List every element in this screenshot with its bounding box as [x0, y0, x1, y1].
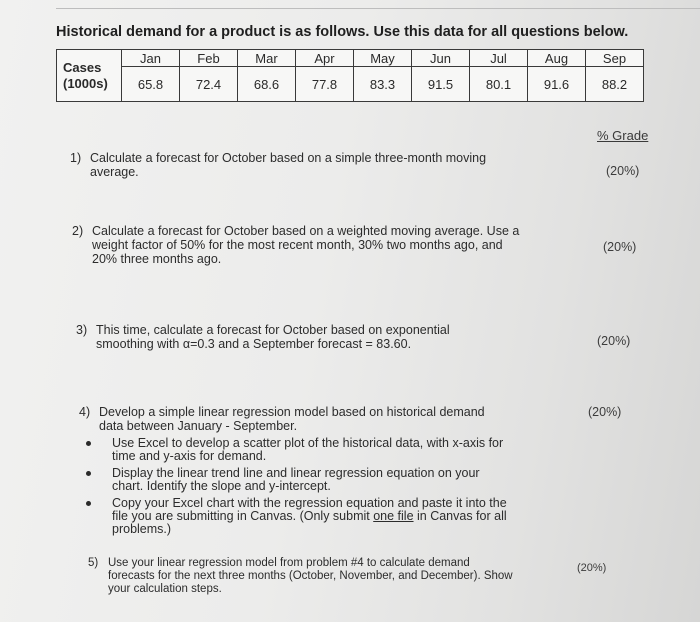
question-2-grade: (20%) [603, 240, 637, 254]
month-header-row [57, 50, 644, 67]
month-cell: May [354, 50, 412, 67]
question-5 [88, 557, 518, 596]
question-4 [79, 405, 509, 540]
bullet-text-underlined: one file [373, 509, 414, 523]
value-cell: 65.8 [122, 67, 180, 102]
question-text: Use your linear regression model from problem #4 to calculate demand forecasts for the next three months (October, November, and December). Show your calculation steps. [108, 557, 513, 595]
page-rule [56, 8, 700, 9]
page-heading: Historical demand for a product is as follows. Use this data for all questions below. [56, 24, 629, 40]
month-cell: Feb [180, 50, 238, 67]
month-cell: Apr [296, 50, 354, 67]
question-text: Calculate a forecast for October based on a simple three-month moving average. [90, 151, 487, 179]
month-cell: Jan [122, 50, 180, 67]
bullet-dot [86, 471, 91, 476]
bullet-text: Display the linear trend line and linear regression equation on your chart. Identify the slope and y-intercept. [112, 466, 480, 493]
month-cell: Sep [586, 50, 644, 67]
question-3 [76, 323, 496, 351]
bullet-item [112, 497, 509, 536]
question-number: 2) [72, 224, 84, 238]
question-3-grade: (20%) [597, 334, 631, 348]
bullet-item [112, 467, 509, 493]
value-cell: 91.6 [528, 67, 586, 102]
value-row [57, 67, 644, 102]
question-5-grade: (20%) [577, 562, 607, 574]
row-label-line2: (1000s) [63, 75, 108, 91]
question-1-grade: (20%) [606, 164, 640, 178]
bullet-text: Copy your Excel chart with the regression equation and paste it into the file you are submitting in Canvas. (Only submit [112, 496, 507, 523]
question-4-bullets [79, 437, 509, 536]
question-text: This time, calculate a forecast for October based on exponential smoothing with α=0.3 and a September forecast = 83.60. [96, 323, 450, 351]
question-number: 3) [76, 323, 88, 337]
month-cell: Jun [412, 50, 470, 67]
row-label-line1: Cases [63, 59, 102, 75]
question-number: 1) [70, 151, 82, 165]
value-cell: 72.4 [180, 67, 238, 102]
row-label [57, 50, 122, 102]
value-cell: 77.8 [296, 67, 354, 102]
grade-column-header: % Grade [597, 128, 649, 143]
bullet-text: in Canvas for all problems.) [112, 509, 507, 536]
value-cell: 88.2 [586, 67, 644, 102]
month-cell: Mar [238, 50, 296, 67]
month-cell: Aug [528, 50, 586, 67]
bullet-dot [86, 441, 91, 446]
question-4-grade: (20%) [588, 405, 622, 419]
question-text: Calculate a forecast for October based on a weighted moving average. Use a weight factor of 50% for the most recent month, 30% two months ago, and 20% three months ago. [92, 224, 520, 266]
bullet-item [112, 437, 509, 463]
value-cell: 68.6 [238, 67, 296, 102]
demand-table [56, 49, 644, 102]
question-2 [72, 224, 527, 266]
bullet-dot [86, 501, 91, 506]
value-cell: 83.3 [354, 67, 412, 102]
value-cell: 91.5 [412, 67, 470, 102]
question-number: 5) [88, 557, 99, 569]
question-number: 4) [79, 405, 91, 419]
question-text: Develop a simple linear regression model based on historical demand data between January - September. [99, 405, 485, 433]
bullet-text: Use Excel to develop a scatter plot of the historical data, with x-axis for time and y-axis for demand. [112, 436, 504, 463]
month-cell: Jul [470, 50, 528, 67]
question-1 [70, 151, 530, 179]
value-cell: 80.1 [470, 67, 528, 102]
